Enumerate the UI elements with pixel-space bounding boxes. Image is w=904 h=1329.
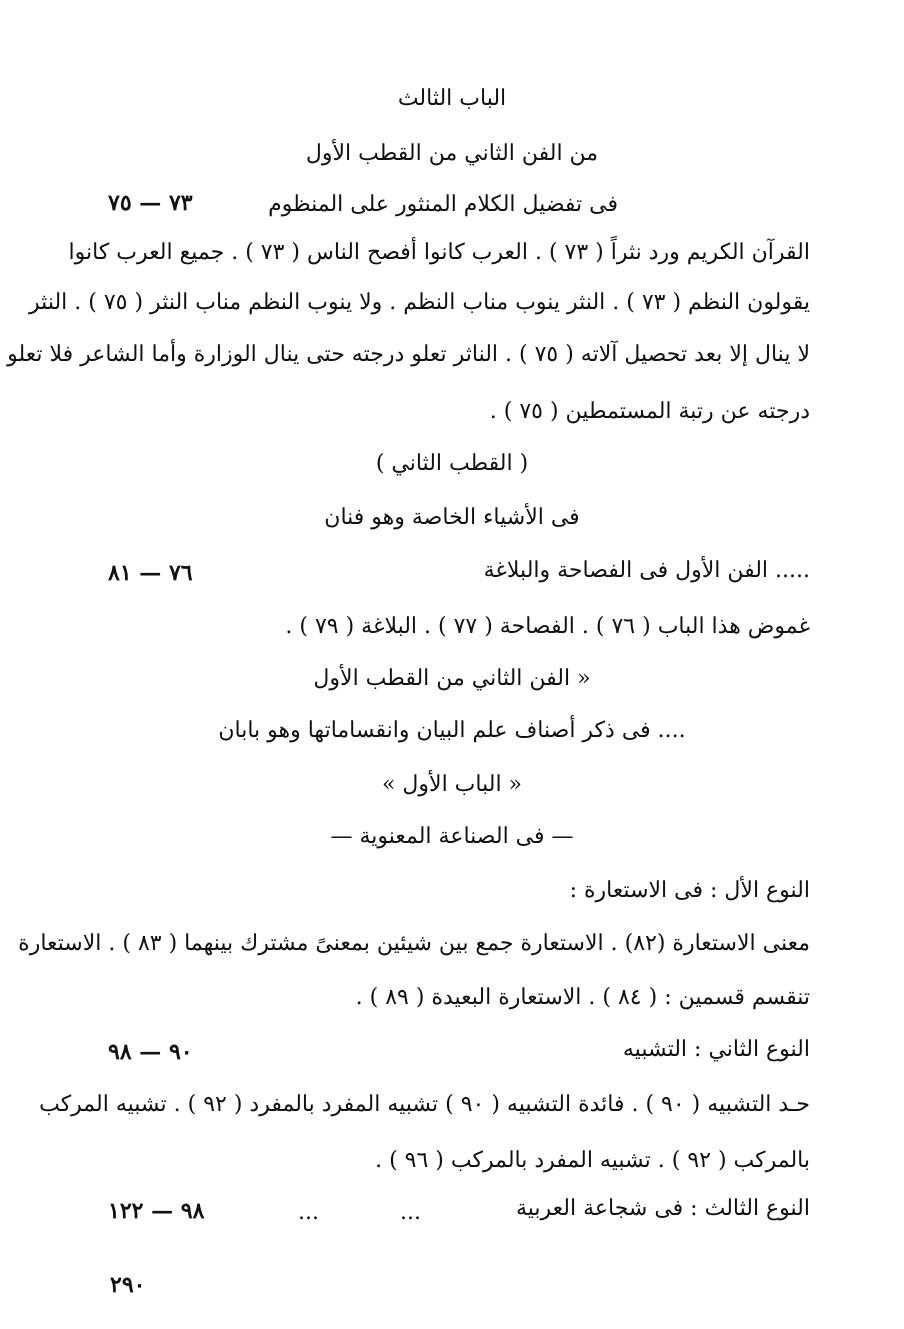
chapter-subtitle: من الفن الثاني من القطب الأول xyxy=(305,141,599,166)
chapter-title: الباب الثالث xyxy=(397,86,507,111)
paragraph-line: تنقسم قسمين : ( ٨٤ ) . الاستعارة البعيدة ( ٨٩ ) . xyxy=(355,985,810,1010)
toc-entry-pages: ٧٣ — ٧٥ xyxy=(108,190,193,216)
type-heading: النوع الثالث : فى شجاعة العربية xyxy=(515,1196,810,1221)
paragraph-line: القرآن الكريم ورد نثراً ( ٧٣ ) . العرب كانوا أفصح الناس ( ٧٣ ) . جميع العرب كانوا xyxy=(68,240,810,265)
chapter-subheading: — فى الصناعة المعنوية — xyxy=(330,824,574,849)
leader-dots: ... xyxy=(298,1200,319,1225)
section-subtitle: فى الأشياء الخاصة وهو فنان xyxy=(324,505,580,530)
paragraph-line: درجته عن رتبة المستمطين ( ٧٥ ) . xyxy=(489,399,810,424)
paragraph-line: يقولون النظم ( ٧٣ ) . النثر ينوب مناب النظم . ولا ينوب النظم مناب النثر ( ٧٥ ) . النثر xyxy=(29,290,810,315)
section-title: « الفن الثاني من القطب الأول xyxy=(313,666,591,691)
toc-entry-pages: ٧٦ — ٨١ xyxy=(108,560,193,586)
type-heading: النوع الأل : فى الاستعارة : xyxy=(569,878,810,903)
leader-dots: ... xyxy=(400,1200,421,1225)
paragraph-line: حـد التشبيه ( ٩٠ ) . فائدة التشبيه ( ٩٠ ) تشبيه المفرد بالمفرد ( ٩٢ ) . تشبيه المركب xyxy=(39,1092,810,1117)
paragraph-line: لا ينال إلا بعد تحصيل آلاته ( ٧٥ ) . الناثر تعلو درجته حتى ينال الوزارة وأما الشاعر فلا تعلو xyxy=(7,342,810,367)
toc-entry-title: فى تفضيل الكلام المنثور على المنظوم xyxy=(268,192,618,217)
paragraph-line: بالمركب ( ٩٢ ) . تشبيه المفرد بالمركب ( ٩٦ ) . xyxy=(375,1148,810,1173)
section-title: ( القطب الثاني ) xyxy=(375,451,529,476)
paragraph-line: غموض هذا الباب ( ٧٦ ) . الفصاحة ( ٧٧ ) . البلاغة ( ٧٩ ) . xyxy=(285,614,810,639)
chapter-heading: « الباب الأول » xyxy=(381,772,523,797)
section-subtitle: .... فى ذكر أصناف علم البيان وانقساماتها وهو بابان xyxy=(218,718,686,743)
paragraph-line: معنى الاستعارة (٨٢) . الاستعارة جمع بين شيئين بمعنىً مشترك بينهما ( ٨٣ ) . الاستعارة xyxy=(18,931,810,956)
page-number: ٢٩٠ xyxy=(110,1272,146,1298)
toc-entry-pages: ٩٠ — ٩٨ xyxy=(108,1039,193,1065)
type-heading: النوع الثاني : التشبيه xyxy=(622,1037,810,1062)
toc-entry-title: ..... الفن الأول فى الفصاحة والبلاغة xyxy=(483,558,810,583)
toc-entry-pages: ٩٨ — ١٢٢ xyxy=(108,1198,205,1224)
